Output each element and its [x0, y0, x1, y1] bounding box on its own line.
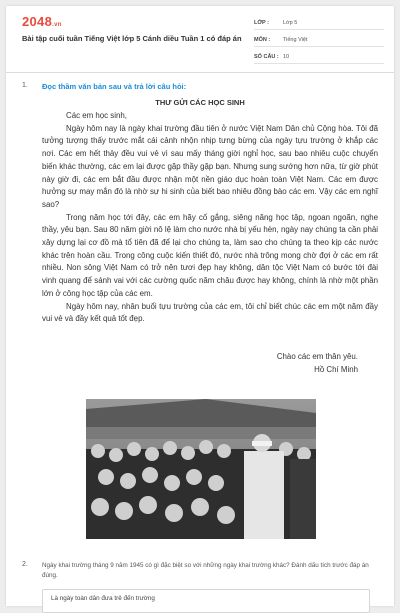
meta-row-subject [254, 33, 384, 47]
meta-key: SỐ CÂU : [254, 53, 279, 60]
letter-paragraph: Các em học sinh, [66, 111, 127, 120]
question-number: 1. [22, 82, 28, 89]
question-number: 2. [22, 561, 28, 568]
meta-row-class [254, 16, 384, 30]
letter-paragraph: Trong năm học tới đây, các em hãy cố gắng, siêng năng học tập, ngoan ngoãn, nghe thầy, yêu bạn. Sau 80 năm giời nô lệ làm cho nước nhà bị yếu hèn, ngày nay chúng ta cần phải xây dựng lại cơ đồ mà tổ tiên đã để lại cho chúng ta, làm sao cho chúng ta theo kịp các nước khác trên hoàn cầu. Trong công cuộc kiến thiết đó, nước nhà trông mong chờ đợi ở các em rất nhiều. Non sông Việt Nam có trở nên tươi đẹp hay không, dân tộc Việt Nam có bước tới đài vinh quang để sánh vai với các cường quốc năm châu được hay không, chính là nhờ một phần lớn ở công học tập của các em. [42, 212, 378, 298]
meta-row-count [254, 50, 384, 64]
meta-value: Lớp 5 [283, 19, 298, 26]
page [6, 6, 394, 606]
meta-key: LỚP : [254, 19, 269, 26]
letter-body [42, 110, 378, 326]
meta-value: Tiếng Việt [283, 36, 308, 43]
site-logo[interactable] [22, 14, 62, 29]
letter-title: THƯ GỬI CÁC HỌC SINH [155, 98, 245, 107]
header [6, 6, 394, 68]
header-divider [6, 72, 394, 73]
letter-signature: Hồ Chí Minh [314, 365, 358, 374]
letter-paragraph: Ngày hôm nay, nhân buổi tựu trường của các em, tôi chỉ biết chúc các em một năm đầy vui vẻ và đầy kết quả tốt đẹp. [42, 301, 378, 324]
meta-info [254, 16, 384, 67]
meta-value: 10 [283, 53, 290, 60]
historical-photo [86, 399, 316, 539]
answer-option[interactable] [42, 589, 370, 613]
question-prompt: Đọc thầm văn bản sau và trả lời câu hỏi: [42, 82, 187, 91]
logo-suffix: .vn [52, 22, 62, 28]
letter-paragraph: Ngày hôm nay là ngày khai trường đầu tiên ở nước Việt Nam Dân chủ Cộng hòa. Tôi đã tưởng tượng thấy trước mắt cái cảnh nhộn nhịp tưng bừng của ngày tựu trường ở khắp các nơi. Các em hết thảy đều vui vẻ vì sau mấy tháng giời nghỉ học, sau bao nhiêu cuộc chuyển biến khác thường, các em lại được gặp thầy gặp bạn. Nhưng sung sướng hơn nữa, từ giờ phút này giờ đi, các em bắt đầu được nhận một nền giáo dục hoàn toàn Việt Nam. Các em được hưởng sự may mắn đó là nhờ sự hi sinh của biết bao nhiêu đồng bào các em. Vậy các em nghĩ sao? [42, 123, 378, 209]
question-text: Ngày khai trường tháng 9 năm 1945 có gì đặc biệt so với những ngày khai trường khác? Đánh dấu tích trước đáp án đúng. [42, 562, 369, 579]
answer-option-label: Là ngày toàn dân đưa trẻ đến trường [51, 595, 155, 602]
meta-key: MÔN : [254, 36, 271, 43]
logo-text: 2048 [22, 14, 53, 29]
document-title: Bài tập cuối tuần Tiếng Việt lớp 5 Cánh diều Tuần 1 có đáp án [22, 34, 242, 43]
letter-closing: Chào các em thân yêu. [276, 352, 358, 361]
